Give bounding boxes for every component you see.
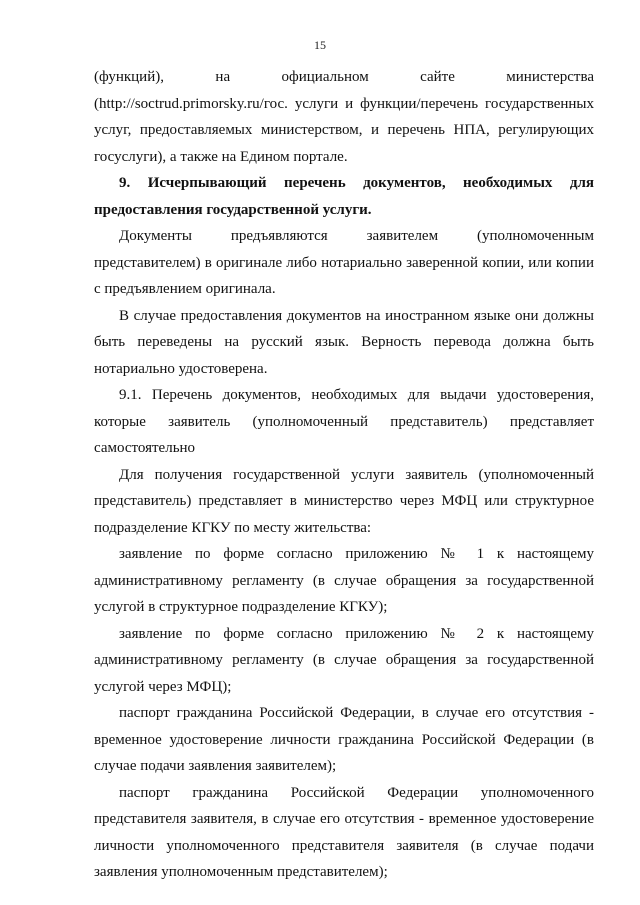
- text-line: самостоятельно: [94, 440, 196, 456]
- text-line: личности уполномоченного представителя заявителя (в случае подачи: [94, 837, 594, 854]
- text-line: паспорт гражданина Российской Федерации, в случае его отсутствия -: [119, 705, 594, 721]
- text-line: нотариально удостоверена.: [94, 360, 268, 377]
- heading-line: 9. Исчерпывающий перечень документов, необходимых для: [119, 175, 594, 191]
- text-line: временное удостоверение личности гражданина Российской Федерации (в: [94, 731, 594, 748]
- list-item: [94, 541, 594, 621]
- document-body: [94, 64, 594, 886]
- paragraph: [94, 223, 594, 303]
- text-line: услуг, предоставляемых министерством, и перечень НПА, регулирующих: [94, 122, 594, 138]
- text-line: случае подачи заявления заявителем);: [94, 758, 337, 774]
- heading-line: предоставления государственной услуги.: [94, 201, 372, 218]
- text-line: услугой в структурное подразделение КГКУ);: [94, 599, 388, 615]
- paragraph: [94, 462, 594, 542]
- text-line: (функций), на официальном сайте министерства: [94, 69, 594, 85]
- text-line: представителем) в оригинале либо нотариально заверенной копии, или копии: [94, 254, 594, 271]
- text-line: 9.1. Перечень документов, необходимых для выдачи удостоверения,: [119, 387, 594, 403]
- text-line: представителя заявителя, в случае его отсутствия - временное удостоверение: [94, 811, 594, 827]
- section-heading: [94, 170, 594, 223]
- paragraph: [94, 303, 594, 383]
- text-line: (http://soctrud.primorsky.ru/гос. услуги и функции/перечень государственных: [94, 95, 594, 112]
- text-line: В случае предоставления документов на иностранном языке они должны: [119, 307, 594, 324]
- text-line: госуслуги), а также на Едином портале.: [94, 148, 348, 165]
- page-number: 15: [314, 38, 326, 52]
- text-line: которые заявитель (уполномоченный представитель) представляет: [94, 413, 594, 430]
- text-line: Документы предъявляются заявителем (уполномоченным: [119, 228, 594, 244]
- paragraph: [94, 382, 594, 462]
- text-line: подразделение КГКУ по месту жительства:: [94, 519, 372, 536]
- text-line: административному регламенту (в случае обращения за государственной: [94, 652, 594, 668]
- text-line: услугой через МФЦ);: [94, 678, 232, 695]
- paragraph-continuation: [94, 64, 594, 170]
- text-line: заявление по форме согласно приложению № 2 к настоящему: [119, 625, 594, 642]
- list-item: [94, 780, 594, 886]
- text-line: Для получения государственной услуги заявитель (уполномоченный: [119, 466, 594, 483]
- text-line: быть переведены на русский язык. Верность перевода должна быть: [94, 334, 594, 350]
- list-item: [94, 621, 594, 701]
- text-line: заявление по форме согласно приложению № 1 к настоящему: [119, 546, 594, 562]
- list-item: [94, 700, 594, 780]
- text-line: с предъявлением оригинала.: [94, 281, 276, 297]
- text-line: паспорт гражданина Российской Федерации уполномоченного: [119, 784, 594, 801]
- text-line: заявления уполномоченным представителем);: [94, 864, 388, 880]
- text-line: административному регламенту (в случае обращения за государственной: [94, 572, 594, 589]
- text-line: представитель) представляет в министерство через МФЦ или структурное: [94, 493, 594, 509]
